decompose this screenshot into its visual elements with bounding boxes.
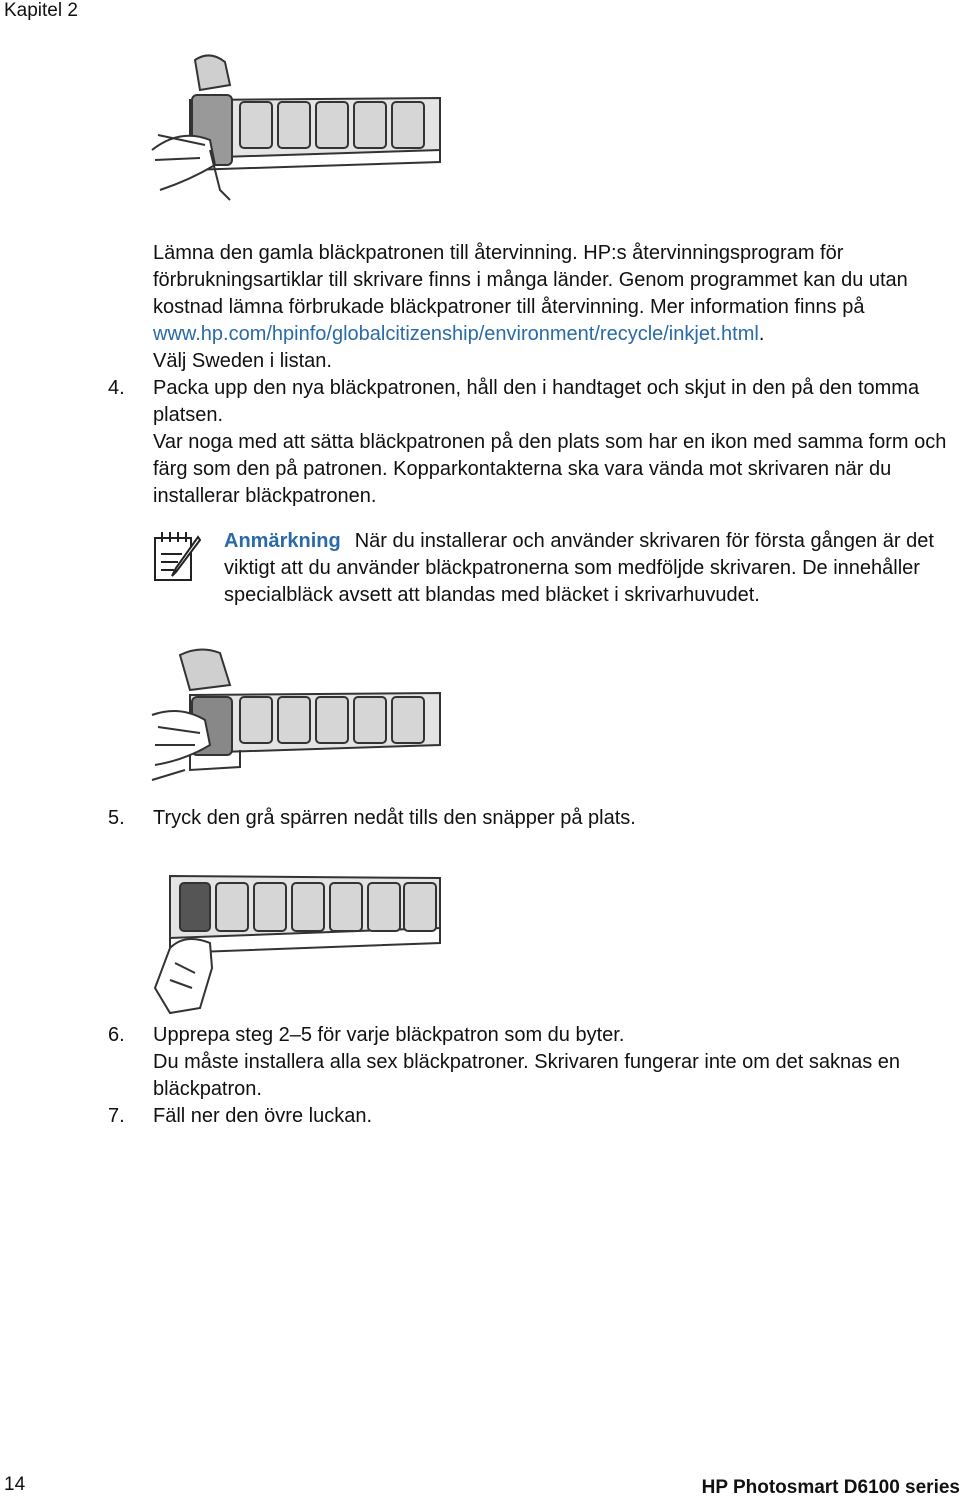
recycle-paragraph — [153, 240, 953, 375]
select-country-text: Välj Sweden i listan. — [153, 350, 332, 372]
recycle-text: Lämna den gamla bläckpatronen till återvinning. HP:s återvinningsprogram för förbrukningsartiklar till skrivare finns i många länder. Genom programmet kan du utan kostnad lämna förbrukade bläckpatroner till återvinning. Mer information finns på — [153, 242, 908, 318]
remove-cartridge-illustration — [150, 50, 450, 205]
step-4-text: Packa upp den nya bläckpatronen, håll den i handtaget och skjut in den på den tomma platsen. — [153, 377, 920, 426]
cartridge-slots — [240, 697, 424, 743]
step-number: 4. — [108, 377, 125, 399]
note-block — [224, 528, 954, 609]
recycle-link[interactable]: www.hp.com/hpinfo/globalcitizenship/environment/recycle/inkjet.html — [153, 323, 759, 345]
step-number: 5. — [108, 807, 125, 829]
insert-cartridge-illustration — [150, 645, 450, 800]
product-title: HP Photosmart D6100 series — [701, 1477, 960, 1498]
step-6-subtext: Du måste installera alla sex bläckpatroner. Skrivaren fungerar inte om det saknas en bläckpatron. — [153, 1051, 901, 1100]
step-7-text: Fäll ner den övre luckan. — [153, 1105, 373, 1127]
note-label: Anmärkning — [224, 530, 341, 552]
page-number: 14 — [4, 1474, 26, 1495]
cartridge-slots — [180, 883, 436, 931]
note-icon — [152, 528, 204, 584]
step-5-text: Tryck den grå spärren nedåt tills den snäpper på plats. — [153, 807, 636, 829]
cartridge-slots — [240, 102, 424, 148]
chapter-header: Kapitel 2 — [4, 0, 78, 21]
step-6-text: Upprepa steg 2–5 för varje bläckpatron som du byter. — [153, 1024, 625, 1046]
step-number: 6. — [108, 1024, 125, 1046]
press-latch-illustration — [150, 868, 450, 1018]
recycle-text-end: . — [758, 323, 765, 345]
step-number: 7. — [108, 1105, 125, 1127]
note-text: När du installerar och använder skrivaren för första gången är det viktigt att du använder bläckpatronerna som medföljde skrivaren. De innehåller specialbläck avsett att blandas med bläcket i skrivarhuvudet. — [224, 530, 934, 606]
step-4-subtext: Var noga med att sätta bläckpatronen på den plats som har en ikon med samma form och färg som den på patronen. Kopparkontakterna ska vara vända mot skrivaren när du installerar bläckpatronen. — [153, 431, 947, 507]
